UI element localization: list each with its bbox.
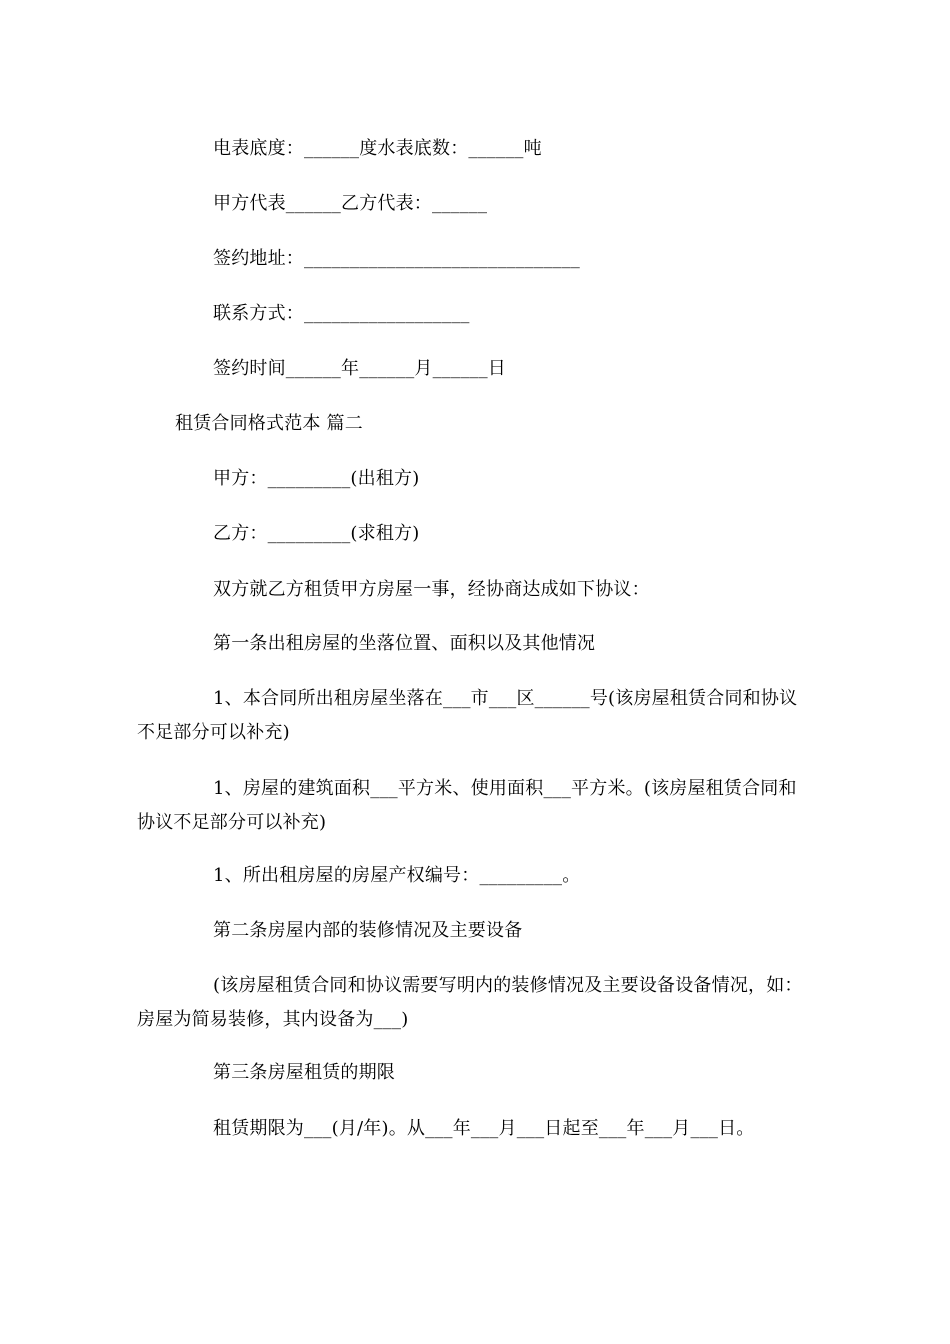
- signing-date-line: 签约时间______年______月______日: [213, 358, 506, 379]
- contact-line: 联系方式：__________________: [213, 303, 470, 324]
- lease-term-clause: 租赁期限为___(月/年)。从___年___月___日起至___年___月___日。: [213, 1118, 755, 1139]
- location-clause: 1、本合同所出租房屋坐落在___市___区______号(该房屋租赁合同和协议不足部分可以补充): [137, 688, 798, 743]
- party-b-line: 乙方：_________(求租方): [213, 523, 420, 544]
- meter-readings-line: 电表底度：______度水表底数：______吨: [213, 138, 542, 159]
- article-two-heading: 第二条房屋内部的装修情况及主要设备: [213, 920, 523, 941]
- section-heading: 租赁合同格式范本 篇二: [175, 413, 363, 434]
- area-clause: 1、房屋的建筑面积___平方米、使用面积___平方米。(该房屋租赁合同和协议不足部分可以补充): [137, 778, 797, 833]
- decoration-clause: (该房屋租赁合同和协议需要写明内的装修情况及主要设备设备情况，如：房屋为简易装修，其内设备为___): [137, 975, 803, 1030]
- agreement-intro-line: 双方就乙方租赁甲方房屋一事，经协商达成如下协议：: [213, 579, 650, 600]
- article-one-heading: 第一条出租房屋的坐落位置、面积以及其他情况: [213, 633, 596, 654]
- party-a-line: 甲方：_________(出租方): [213, 468, 420, 489]
- representatives-line: 甲方代表______乙方代表：______: [213, 193, 488, 214]
- article-three-heading: 第三条房屋租赁的期限: [213, 1062, 395, 1083]
- signing-address-line: 签约地址：______________________________: [213, 248, 580, 269]
- property-number-clause: 1、所出租房屋的房屋产权编号：_________。: [213, 865, 581, 886]
